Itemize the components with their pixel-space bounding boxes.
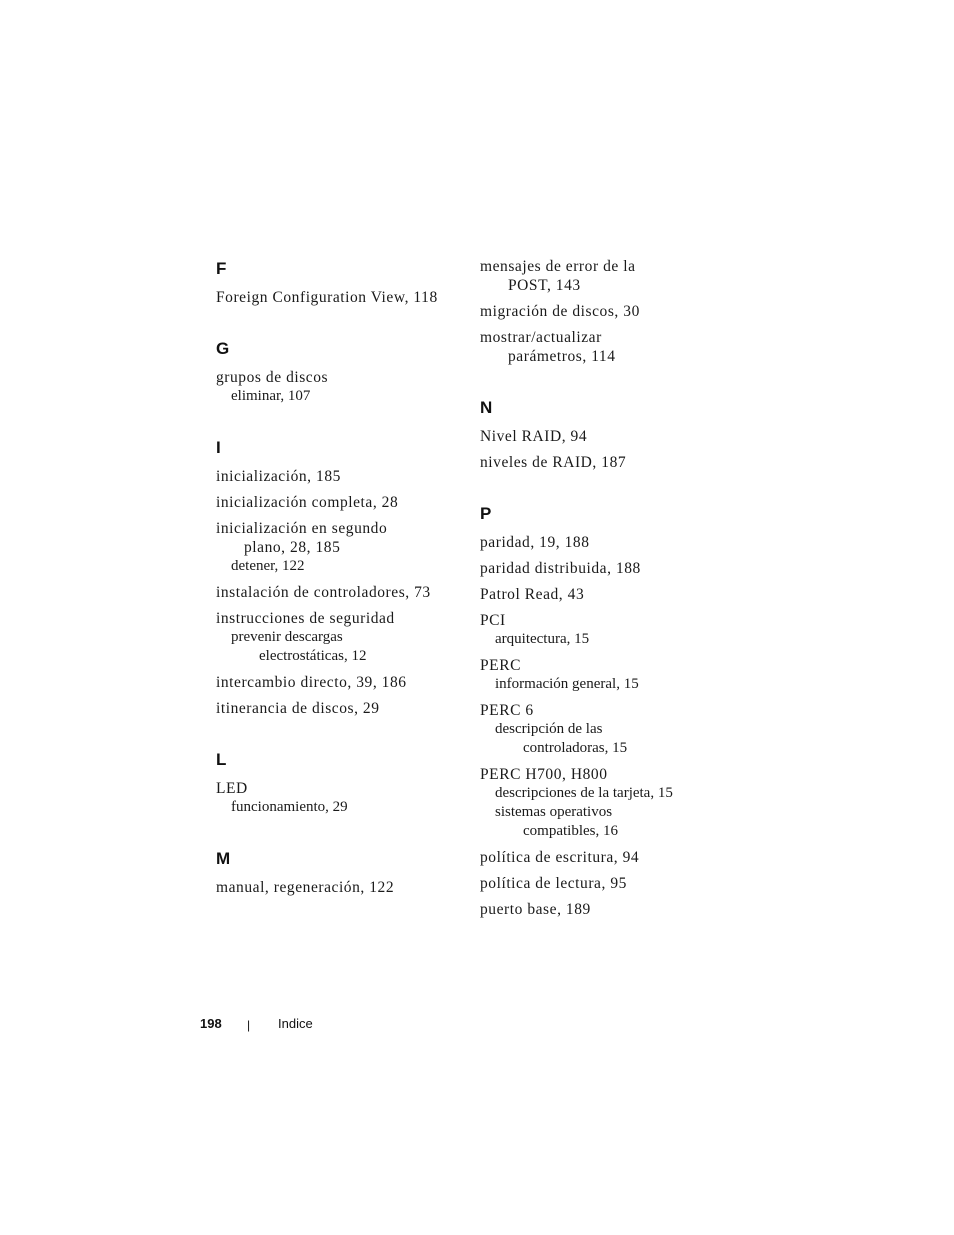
entry-term-line: PERC <box>480 657 521 674</box>
entry-term-line: política de escritura, 94 <box>480 849 640 866</box>
index-entry <box>216 519 466 576</box>
index-entry <box>480 765 730 841</box>
entry-term <box>480 559 730 578</box>
index-entry <box>216 779 466 817</box>
entry-term-line: instalación de controladores, 73 <box>216 584 431 601</box>
entry-subterm <box>216 798 466 817</box>
entry-term-line: Foreign Configuration View, 118 <box>216 289 438 306</box>
index-entry <box>216 878 466 897</box>
index-section <box>216 257 466 307</box>
entry-term <box>480 302 730 321</box>
index-section <box>480 257 730 366</box>
index-entry <box>216 583 466 602</box>
entry-term-line: inicialización en segundo <box>216 520 388 537</box>
entry-term <box>216 673 466 692</box>
section-letter: G <box>216 339 230 358</box>
right-index-column <box>480 257 730 949</box>
index-entry <box>480 900 730 919</box>
index-entry <box>480 585 730 604</box>
entry-term <box>216 368 466 387</box>
entry-subterm <box>216 628 466 666</box>
index-entry <box>216 467 466 486</box>
index-entry <box>480 848 730 867</box>
index-entry <box>480 427 730 446</box>
entry-term <box>480 328 730 366</box>
entry-subterm-line: información general, 15 <box>495 676 639 692</box>
entry-term <box>480 874 730 893</box>
entry-term-line: puerto base, 189 <box>480 901 591 918</box>
section-letter: P <box>480 504 492 523</box>
index-entry <box>480 328 730 366</box>
entry-subterm-line: descripciones de la tarjeta, 15 <box>495 785 673 801</box>
entry-term-line: paridad, 19, 188 <box>480 534 590 551</box>
entry-term-line: POST, 143 <box>508 277 581 294</box>
entry-term <box>480 611 730 630</box>
entry-term <box>480 701 730 720</box>
entry-term-line: mensajes de error de la <box>480 258 636 275</box>
entry-subterm <box>480 784 730 803</box>
entry-term <box>480 900 730 919</box>
index-entry <box>480 453 730 472</box>
section-letter: I <box>216 438 221 457</box>
entry-term <box>480 585 730 604</box>
entry-term <box>216 609 466 628</box>
index-entry <box>480 559 730 578</box>
index-section <box>480 502 730 919</box>
entry-term-line: migración de discos, 30 <box>480 303 640 320</box>
entry-subterm-line: prevenir descargas <box>231 629 343 645</box>
entry-subterm-line: descripción de las <box>495 721 603 737</box>
entry-subterm <box>480 675 730 694</box>
entry-term-line: instrucciones de seguridad <box>216 610 395 627</box>
entry-term-line: grupos de discos <box>216 369 329 386</box>
entry-term <box>480 656 730 675</box>
entry-subterm-line: detener, 122 <box>231 558 305 574</box>
entry-subterm-line: compatibles, 16 <box>523 823 618 839</box>
index-entry <box>216 368 466 406</box>
entry-term <box>480 257 730 295</box>
entry-subterm <box>480 803 730 841</box>
entry-term <box>480 765 730 784</box>
entry-term <box>480 848 730 867</box>
entry-term-line: plano, 28, 185 <box>244 539 341 556</box>
entry-term-line: PERC 6 <box>480 702 534 719</box>
entry-term <box>216 583 466 602</box>
index-section <box>216 748 466 817</box>
entry-subterm-line: arquitectura, 15 <box>495 631 590 647</box>
entry-subterm-line: controladoras, 15 <box>523 740 628 756</box>
index-entry <box>480 656 730 694</box>
entry-term <box>216 699 466 718</box>
entry-subterm-line: funcionamiento, 29 <box>231 799 348 815</box>
index-entry <box>216 609 466 666</box>
left-index-column <box>216 257 466 927</box>
entry-term <box>216 288 466 307</box>
entry-term <box>480 533 730 552</box>
entry-term <box>216 878 466 897</box>
index-section <box>216 436 466 718</box>
index-entry <box>480 257 730 295</box>
index-entry <box>480 701 730 758</box>
index-section <box>216 337 466 406</box>
entry-subterm-line: electrostáticas, 12 <box>259 648 367 664</box>
section-letter: L <box>216 750 227 769</box>
entry-term-line: Nivel RAID, 94 <box>480 428 588 445</box>
entry-term-line: Patrol Read, 43 <box>480 586 585 603</box>
index-entry <box>480 611 730 649</box>
entry-term-line: itinerancia de discos, 29 <box>216 700 380 717</box>
index-entry <box>216 288 466 307</box>
index-entry <box>480 874 730 893</box>
index-section <box>480 396 730 472</box>
entry-term-line: PCI <box>480 612 506 629</box>
footer-separator: | <box>247 1018 251 1032</box>
entry-term-line: manual, regeneración, 122 <box>216 879 395 896</box>
entry-term <box>216 493 466 512</box>
index-entry <box>216 673 466 692</box>
entry-term <box>216 779 466 798</box>
entry-term-line: inicialización, 185 <box>216 468 341 485</box>
entry-term-line: intercambio directo, 39, 186 <box>216 674 407 691</box>
index-entry <box>216 699 466 718</box>
entry-subterm-line: sistemas operativos <box>495 804 613 820</box>
entry-term-line: política de lectura, 95 <box>480 875 627 892</box>
section-letter: M <box>216 849 231 868</box>
index-entry <box>480 302 730 321</box>
index-entry <box>480 533 730 552</box>
entry-term <box>480 453 730 472</box>
section-letter: F <box>216 259 227 278</box>
section-letter: N <box>480 398 493 417</box>
entry-term <box>216 519 466 557</box>
entry-subterm <box>216 387 466 406</box>
entry-term <box>480 427 730 446</box>
page-number: 198 <box>200 1016 222 1031</box>
entry-subterm-line: eliminar, 107 <box>231 388 311 404</box>
entry-term-line: LED <box>216 780 248 797</box>
footer-title: Indice <box>278 1016 313 1031</box>
index-entry <box>216 493 466 512</box>
entry-term-line: paridad distribuida, 188 <box>480 560 641 577</box>
entry-term-line: PERC H700, H800 <box>480 766 608 783</box>
entry-term-line: mostrar/actualizar <box>480 329 602 346</box>
index-section <box>216 847 466 897</box>
entry-subterm <box>216 557 466 576</box>
entry-term-line: niveles de RAID, 187 <box>480 454 627 471</box>
entry-term-line: inicialización completa, 28 <box>216 494 399 511</box>
entry-term-line: parámetros, 114 <box>508 348 616 365</box>
entry-term <box>216 467 466 486</box>
entry-subterm <box>480 630 730 649</box>
entry-subterm <box>480 720 730 758</box>
